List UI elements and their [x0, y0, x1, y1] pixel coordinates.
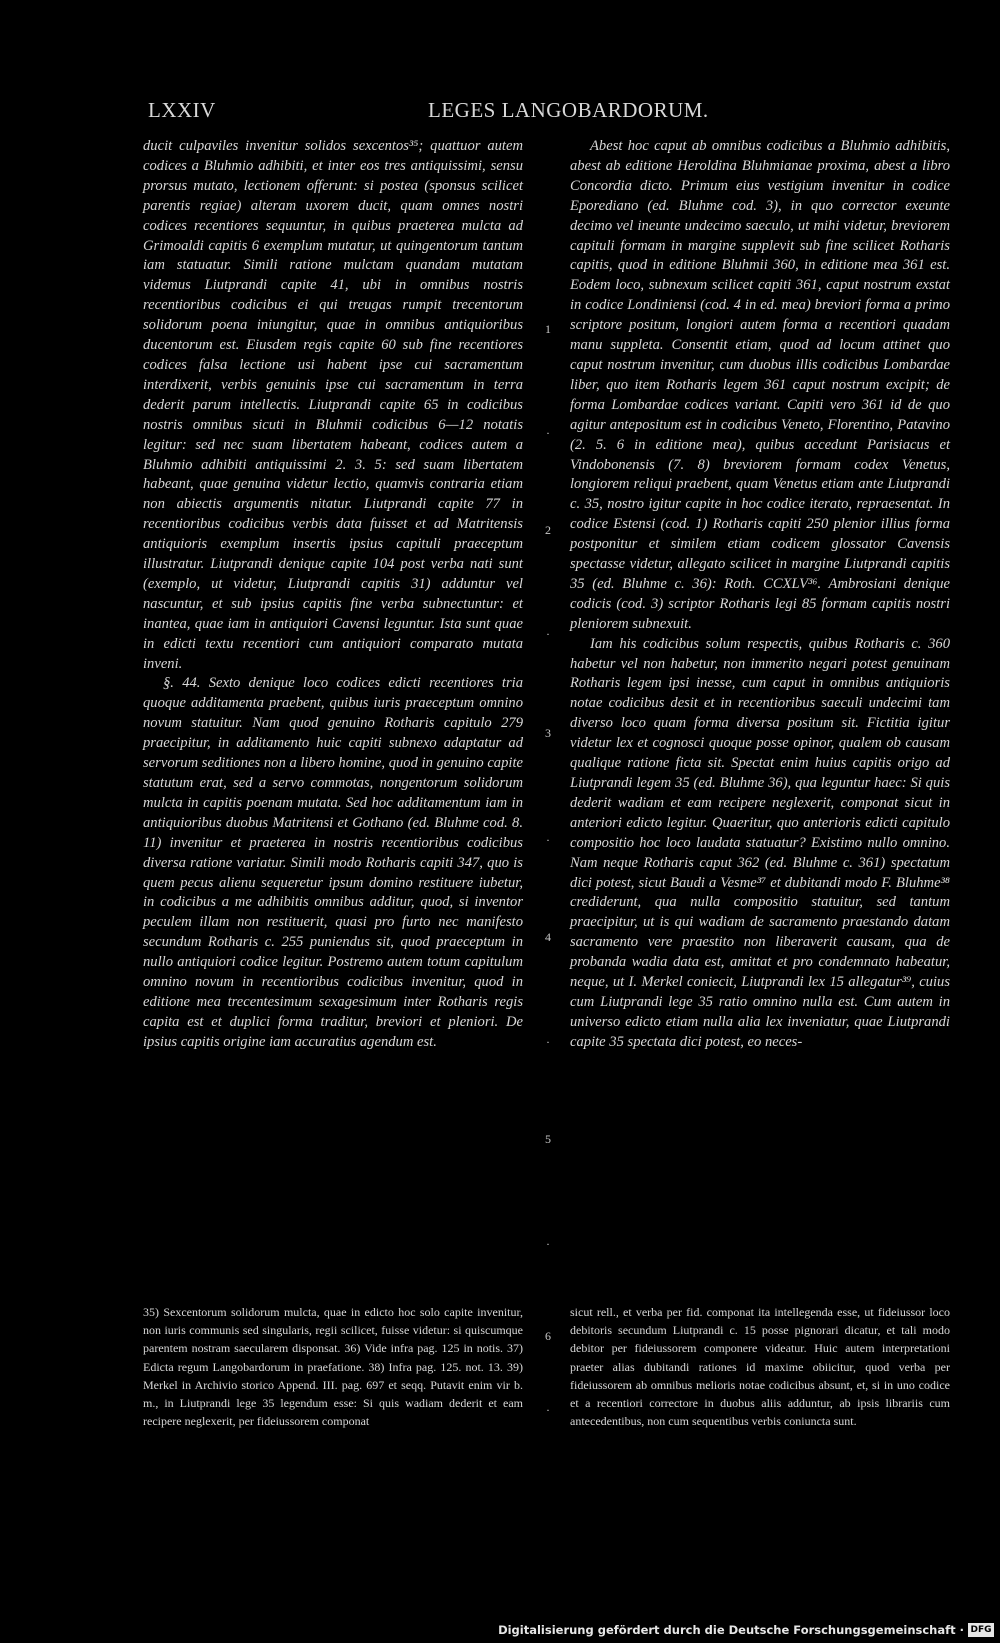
line-number: 4 — [545, 930, 551, 944]
paragraph: ducit culpaviles invenitur solidos sexcentos³⁵; quattuor autem codices a Bluhmio adhibiti, et inter eos tres antiquissimi, sensu prorsus mutato, lectionem offerunt: si postea (sponsus scilicet parentis regiae) alteram uxorem ducit, quam omnes nostri codices recentiores sequuntur, in quibus praeterea mulcta ad Grimoaldi capitis 6 exemplum mutatur, ut quingentorum tantum iam statuatur. Simili ratione mulctam quandam mutatam videmus Liutprandi capite 41, ubi in omnibus nostris recentioribus codicibus ei qui treugas rumpit trecentorum solidorum poena iniungitur, quae in omnibus antiquioribus ducentorum est. Eiusdem regis capite 60 sub fine recentiores codices falsa lectione usi habent ipse cui sacramentum interdixerit, verbis genuinis ipse cui sacramentum in terra dederit parum intellectis. Liutprandi capite 65 in codicibus nostris omnibus sicuti in Bluhmii codicibus 6—12 notatis legitur: sed nec suam libertatem habeant, codices autem a Bluhmio adhibiti antiquissimi 2. 3. 5: sed suam libertatem habeant, quae genuina videtur lectio, quamvis contraria etiam non abiectis argumentis nitatur. Liutprandi capite 77 in recentioribus codicibus verbis data fuisset et ad Matritensis antiquioris exemplum insertis ipsius capituli praeceptum illustratur. Liutprandi denique capite 104 post verba nati sunt (exemplo, ut videtur, Liutprandi capitis 31) adduntur vel nascuntur, et sub ipsius capitis fine verba subnectuntur: et inantea, quae iam in antiquiori Cavensi leguntur. Ista sunt quae in edicti textu recentiori cum antiquiori comparato mutata inveni. — [143, 138, 523, 672]
line-number: 5 — [545, 1132, 551, 1146]
footnotes-left — [143, 1303, 523, 1430]
page-header — [148, 98, 709, 124]
paragraph: §. 44. Sexto denique loco codices edicti recentiores tria quoque additamenta praebent, quibus iuris praeceptum omnino novum statuitur. Nam quod genuino Rotharis capitulo 279 praecipitur, in additamento huic capiti subnexo adaptatur ad servorum seditiones non a libero homine, quod in genuino capite statutum erat, sed a servo commotas, nongentorum solidorum mulcta in capitis poenam mutata. Sed hoc additamentum iam in antiquioribus duobus Matritensi et Gothano (ed. Bluhme cod. 8. 11) invenitur et praeterea in nostris recentioribus codicibus diversa ratione variatur. Simili modo Rotharis capiti 347, quo is quem pecus alienu sequeretur ipsum domino restituere iubetur, in codicibus a me adhibitis omnibus additur, quod, si inventor peculem illam non restituerit, quasi pro furto nec manifesto secundum Rotharis c. 255 puniendus sit, quod praeceptum in nullo antiquiori codice legitur. Postremo autem totum capitulum omnino novum in recentioribus codicibus invenitur, quod in editione mea trecentesimum sexagesimum inter Rotharis regis capita est et duplici forma traditur, breviori et pleniori. De ipsius capitis origine iam accuratius agendum est. — [143, 675, 523, 1050]
paragraph: Abest hoc caput ab omnibus codicibus a Bluhmio adhibitis, abest ab editione Heroldina Bluhmianae proxima, abest a libro Concordia dicto. Primum eius vestigium invenitur in codice Eporediano (ed. Bluhme cod. 3), in quo corrector exeunte decimo vel ineunte undecimo saeculo, ut mihi videtur, breviorem capituli formam in margine supplevit sub fine scilicet Rotharis capitis, quod in editione Bluhmii 360, in editione mea 361 est. Eodem loco, subnexum scilicet capiti 361, caput nostrum exstat in codice Londiniensi (cod. 4 in ed. mea) breviori forma a primo scriptore positum, longiori autem forma a recentiori quadam manu suppleta. Consentit etiam, quod ad locum attinet quo caput nostrum invenitur, cum duobus illis codicibus Lombardae liber, quo item Rotharis legem 361 caput nostrum excipit; de forma Lombardae codices variant. Capiti vero 361 id de quo agitur antepositum est in codicibus Veneto, Florentino, Patavino (2. 5. 6 in editione mea), quibus accedunt Parisiacus et Vindobonensis (7. 8) breviorem formam codex Venetus, longiorem reliqui praebent, quam Venetus etiam ante Liutprandi c. 35, nostro igitur capite in hoc codice iterato, repraesentat. In codice Estensi (cod. 1) Rotharis capiti 250 plenior illius forma postponitur et similem etiam codicem glossator Cavensis spectasse videtur, allegato scilicet in margine Liutprandi capitis 35 (ed. Bluhme c. 36): Roth. CCXLV³⁶. Ambrosiani denique codicis (cod. 3) scriptor Rotharis legi 85 formam capitis nostri pleniorem subnexuit. — [570, 138, 950, 632]
footnotes-right — [570, 1303, 950, 1430]
line-number: . — [546, 423, 550, 437]
footnote-text: sicut rell., et verba per fid. componat ita intellegenda esse, ut fideiussor loco debitoris secundum Liutprandi c. 15 posse pignorari dicatur, et tali modo debitor per fideiussorem componere videatur. Huic autem interpretationi praeter alias dubitandi rationes id maxime obiicitur, quod verba per fideiussorem ab omnibus melioris notae codicibus absunt, et, si in uno codice et a recentiori correctore in duobus aliis adduntur, ab ipsis librariis cum antecedentibus, non cum sequentibus verbis coniuncta sunt. — [570, 1305, 950, 1429]
digitization-footer — [0, 1620, 1000, 1643]
line-number: 2 — [545, 523, 551, 537]
right-text-column — [570, 137, 950, 1053]
funding-credit: Digitalisierung gefördert durch die Deutsche Forschungsgemeinschaft · — [498, 1623, 964, 1637]
line-number: 3 — [545, 726, 551, 740]
line-number: . — [546, 1234, 550, 1248]
line-number-gutter — [538, 0, 558, 1643]
line-number: . — [546, 624, 550, 638]
running-title: LEGES LANGOBARDORUM. — [428, 98, 709, 122]
line-number: . — [546, 1400, 550, 1414]
line-number: 6 — [545, 1329, 551, 1343]
line-number: 1 — [545, 322, 551, 336]
line-number: . — [546, 830, 550, 844]
page-number: LXXIV — [148, 98, 216, 122]
left-text-column — [143, 137, 523, 1053]
paragraph: Iam his codicibus solum respectis, quibus Rotharis c. 360 habetur vel non habetur, non immerito negari potest genuinam Rotharis legem ipsi inesse, cum caput in omnibus antiquioris notae codicibus desit et in recentioribus saeculi undecimi tam diverso loco quam forma diversa positum sit. Fictitia igitur videtur lex et cognosci quoque posse opinor, qualem ob causam qualique ratione ficta sit. Spectat enim huius capitis origo ad Liutprandi legem 35 (ed. Bluhme 36), qua leguntur haec: Si quis dederit wadiam et eam recipere neglexerit, componat sicut in anteriori edicto legitur. Quaeritur, quo anterioris edicti capitulo compositio hoc loco laudata statuatur? Existimo nullo omnino. Nam neque Rotharis caput 362 (ed. Bluhme c. 361) spectatum dici potest, sicut Baudi a Vesme³⁷ et dubitandi modo F. Bluhme³⁸ crediderunt, qua nulla compositio statuitur, sed tantum praecipitur, ut is qui wadiam de sacramento praestando datam sacramento vere praestito non liberaverit causam, qua de probanda wadia data est, amittat et pro condemnato habeatur, neque, ut I. Merkel coniecit, Liutprandi lex 15 allegatur³⁹, cuius cum Liutprandi lege 35 ratio omnino nulla est. Cum autem in universo edicto etiam nulla alia lex inveniatur, quae Liutprandi capite 35 spectata dici potest, eo neces- — [570, 635, 950, 1050]
line-number: . — [546, 1032, 550, 1046]
footnote-text: 35) Sexcentorum solidorum mulcta, quae in edicto hoc solo capite invenitur, non iuris communis sed singularis, regii scilicet, fuisse videtur: si quiscumque parentem nostram saecularem disponsat. 36) Vide infra pag. 125 in notis. 37) Edicta regum Langobardorum in praefatione. 38) Infra pag. 125. not. 13. 39) Merkel in Archivio storico Append. III. pag. 697 et seqq. Putavit enim vir b. m., in Liutprandi lege 35 legendum esse: Si quis wadiam dederit et eam recipere neglexerit, per fideiussorem componat — [143, 1305, 523, 1429]
dfg-logo: DFG — [968, 1623, 994, 1637]
